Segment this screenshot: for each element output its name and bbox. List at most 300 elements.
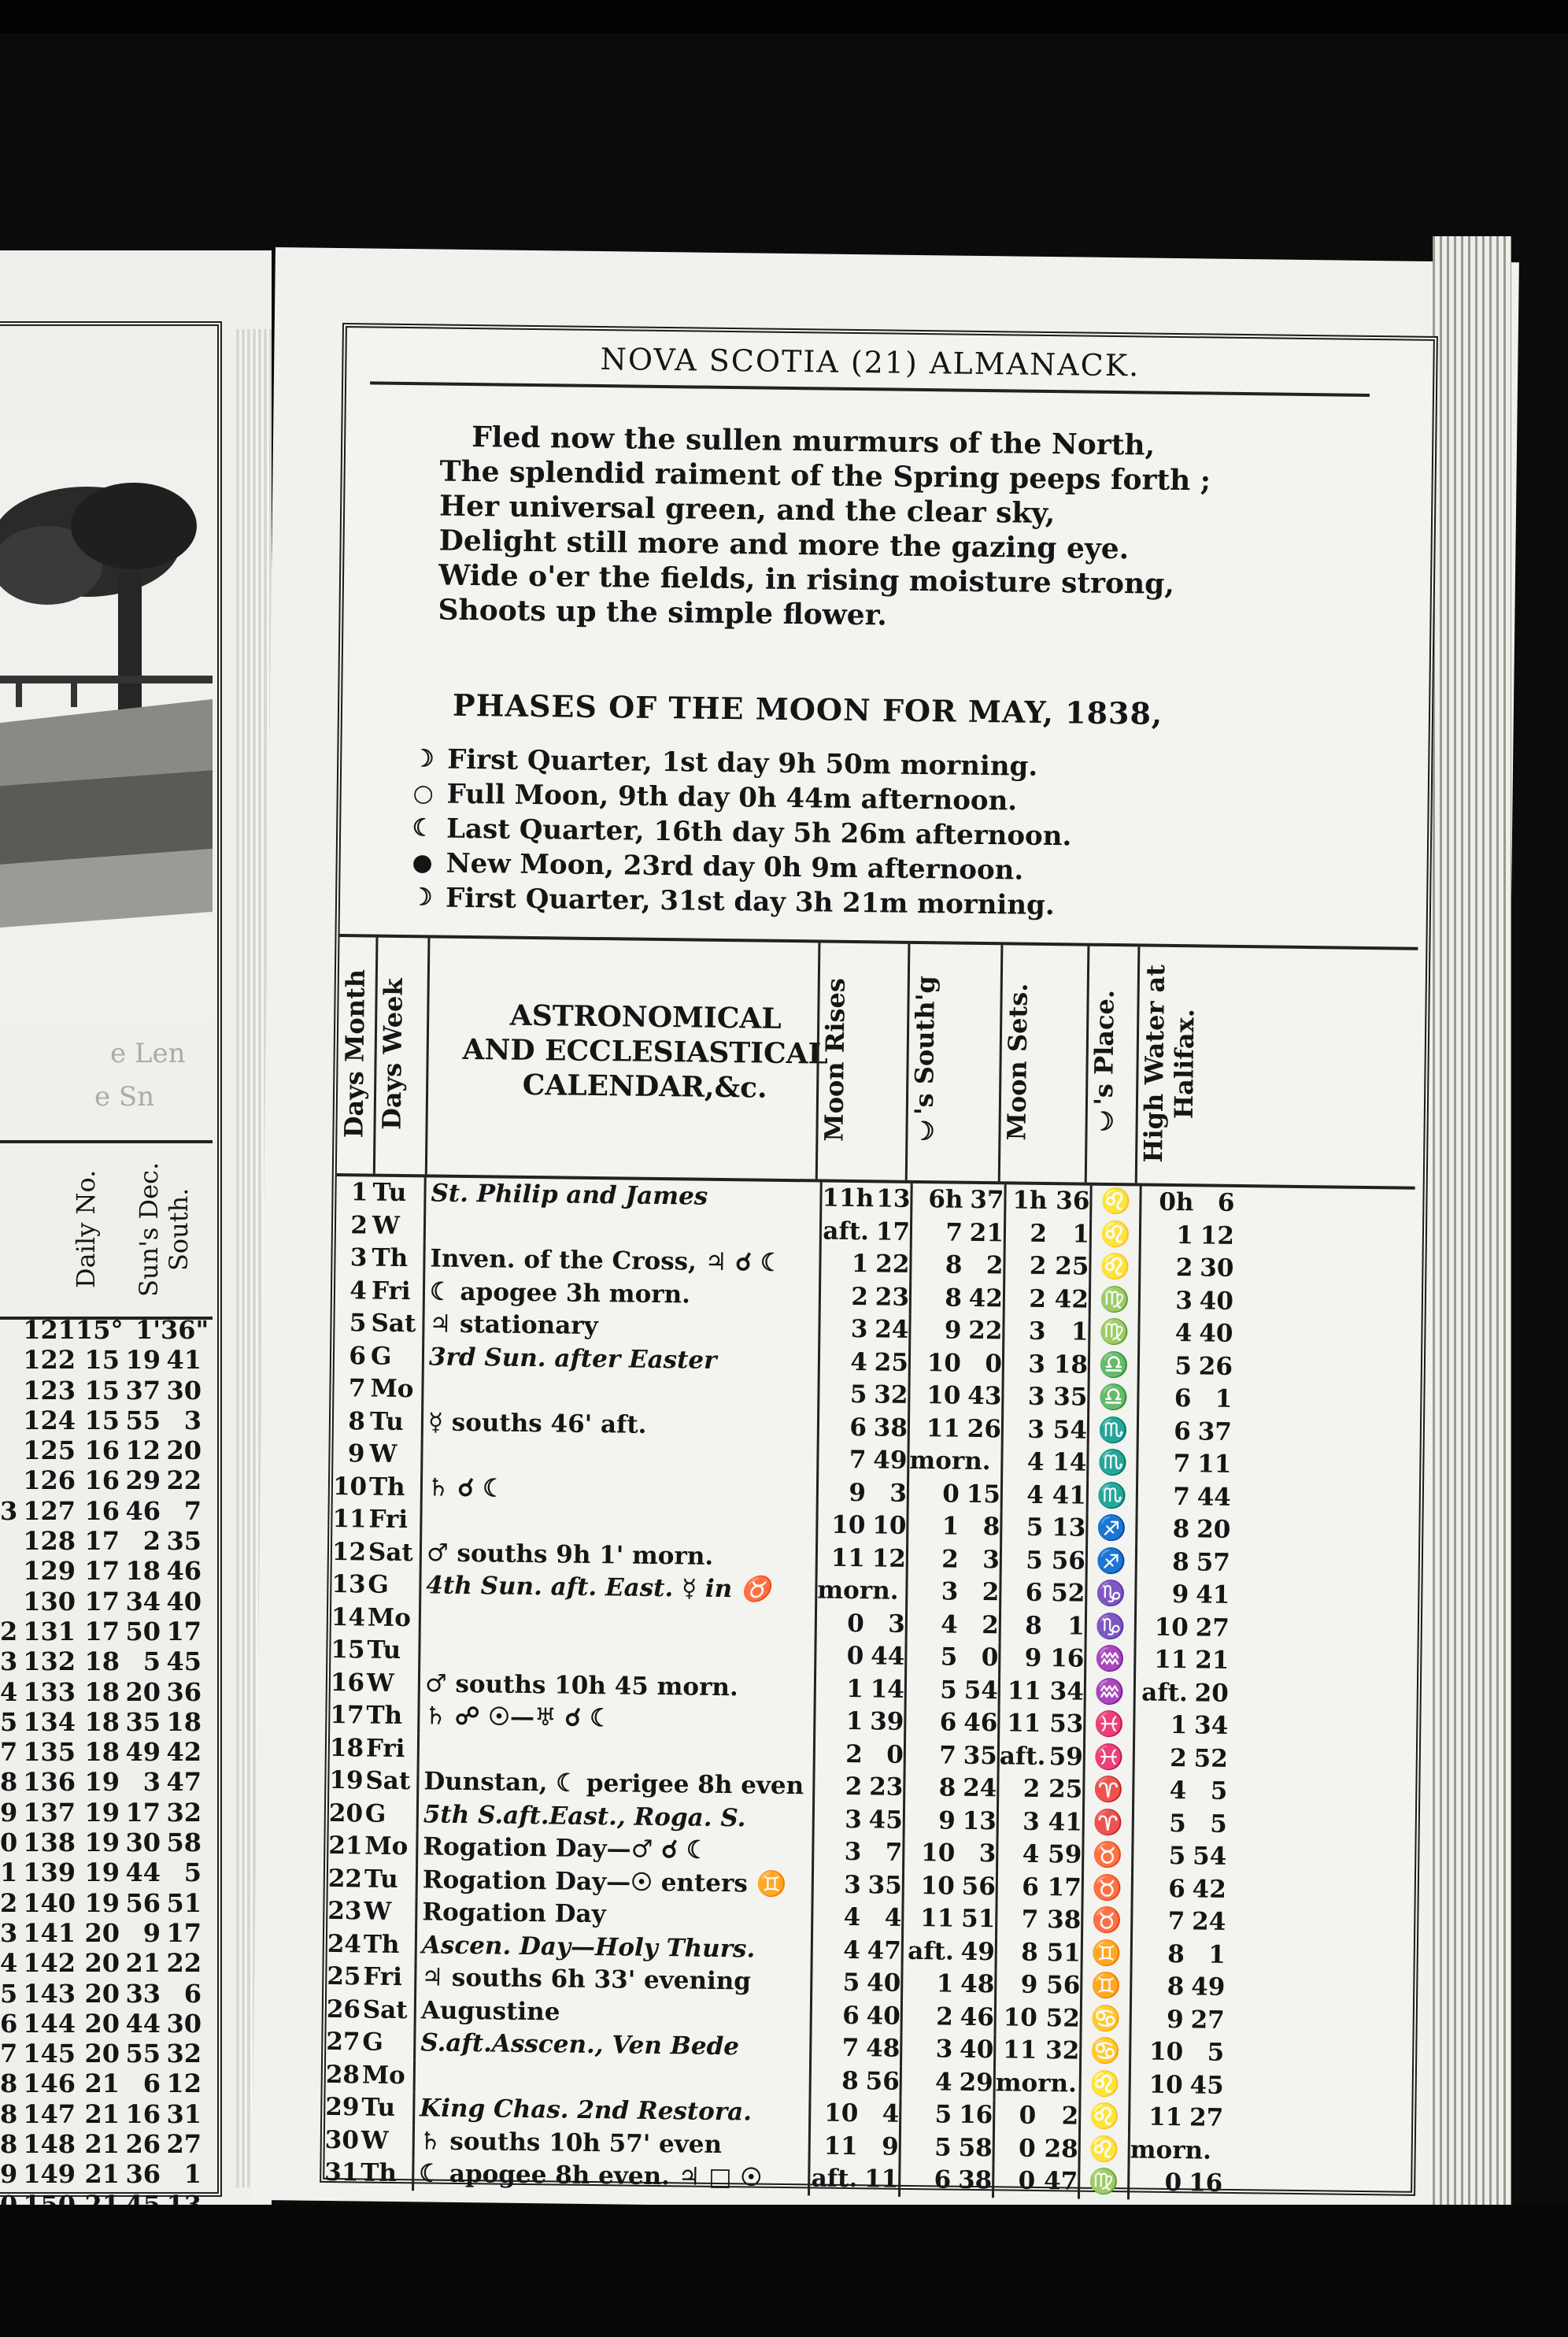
left-table-cell: 20 bbox=[84, 1948, 120, 1979]
page-edges bbox=[1433, 236, 1511, 2205]
day-of-week: Fri bbox=[365, 1734, 405, 1763]
moon-set-hour: 4 bbox=[996, 1838, 1040, 1871]
left-table-cell: 30 bbox=[166, 1375, 202, 1406]
left-table-row bbox=[0, 1617, 213, 1646]
high-water-min: 24 bbox=[1191, 1907, 1226, 1936]
moon-set-min: 2 bbox=[1061, 2102, 1079, 2131]
high-water-hour: 8 bbox=[1130, 1970, 1185, 2003]
high-water-min: 20 bbox=[1194, 1678, 1230, 1708]
left-table-cell: 1 bbox=[183, 2159, 202, 2190]
high-water-header: High Water at Halifax. bbox=[1138, 964, 1200, 1163]
left-table-row bbox=[0, 1435, 213, 1465]
moon-phases bbox=[411, 742, 1073, 923]
moon-south-hour: 8 bbox=[903, 1772, 956, 1805]
calendar-event: Rogation Day bbox=[415, 1896, 811, 1934]
bottom-dark-band bbox=[0, 2205, 1568, 2337]
moon-rise-min: 39 bbox=[869, 1707, 904, 1736]
moon-rise-hour: 1 bbox=[814, 1672, 864, 1706]
day-of-month: 16 bbox=[330, 1668, 365, 1697]
woodcut-illustration bbox=[0, 439, 213, 1022]
left-table-cell: 19 bbox=[84, 1828, 120, 1858]
calendar-event: 4th Sun. aft. East. ☿ in ♉ bbox=[419, 1569, 815, 1607]
moon-place-sign: ♊ bbox=[1080, 1970, 1130, 2003]
left-table-cell: 22 bbox=[166, 1465, 202, 1496]
left-table-row bbox=[0, 1798, 213, 1828]
moon-south-hour: 3 bbox=[900, 2033, 953, 2066]
moon-rise-hour: 2 bbox=[819, 1280, 869, 1313]
calendar-event bbox=[418, 1635, 814, 1672]
calendar-event: 3rd Sun. after Easter bbox=[422, 1341, 818, 1379]
left-table-cell: 19 bbox=[84, 1887, 120, 1918]
left-table-cell bbox=[0, 1376, 9, 1406]
day-of-week: Tu bbox=[361, 2093, 396, 2122]
moon-place-sign: ♏ bbox=[1086, 1480, 1137, 1513]
moon-place-sign: ♉ bbox=[1082, 1839, 1132, 1872]
high-water-hour: 3 bbox=[1138, 1284, 1193, 1317]
left-table-row bbox=[0, 1587, 213, 1617]
left-table-cell: 58 bbox=[166, 1828, 202, 1858]
left-table-cell: 3 bbox=[0, 1917, 18, 1948]
day-of-week: Fri bbox=[363, 1962, 403, 1992]
moon-south-min: 13 bbox=[962, 1806, 997, 1835]
left-table-cell: 146 bbox=[23, 2068, 76, 2099]
left-table-cell: 22 bbox=[166, 1948, 202, 1979]
left-table-cell: 1 bbox=[0, 1857, 18, 1888]
left-table-cell: 9 bbox=[142, 1917, 161, 1948]
day-of-week: Sat bbox=[368, 1538, 413, 1567]
high-water-min: 40 bbox=[1199, 1319, 1233, 1348]
moon-set-min: 36 bbox=[1056, 1187, 1090, 1216]
left-table-cell: 17 bbox=[166, 1917, 202, 1948]
day-of-month: 21 bbox=[328, 1831, 363, 1861]
high-water-hour: morn. bbox=[1127, 2134, 1182, 2167]
moon-rise-min: 4 bbox=[882, 2099, 900, 2128]
left-table-cell: 144 bbox=[23, 2008, 76, 2039]
left-table-row bbox=[0, 1406, 213, 1435]
left-table-cell: 132 bbox=[23, 1646, 76, 1677]
high-water-hour: 4 bbox=[1132, 1774, 1187, 1807]
left-table-cell: 21 bbox=[84, 2129, 120, 2160]
left-table-cell: 137 bbox=[23, 1797, 76, 1828]
high-water-hour: 2 bbox=[1133, 1742, 1188, 1775]
moon-south-hour: 6 bbox=[898, 2164, 952, 2197]
moon-south-min: 3 bbox=[982, 1545, 1000, 1574]
left-table-cell: 9 bbox=[0, 2159, 18, 2190]
moon-rises-header: Moon Rises bbox=[819, 977, 851, 1142]
left-table-cell: 17 bbox=[84, 1526, 120, 1557]
left-table-row bbox=[0, 1556, 213, 1586]
left-table-cell: 21 bbox=[84, 2068, 120, 2099]
left-table-cell: 9 bbox=[0, 1797, 18, 1828]
left-table-cell: 19 bbox=[84, 1857, 120, 1888]
moon-set-min: 32 bbox=[1045, 2036, 1080, 2065]
moon-south-hour: 0 bbox=[907, 1477, 960, 1510]
high-water-hour: 6 bbox=[1131, 1872, 1186, 1906]
moon-south-hour: 2 bbox=[906, 1543, 960, 1576]
poem-line: Shoots up the simple flower. bbox=[438, 593, 888, 632]
left-table-row bbox=[0, 1948, 213, 1978]
moon-rise-hour: 8 bbox=[809, 2065, 860, 2098]
moon-south-min: 2 bbox=[986, 1251, 1004, 1280]
moon-rise-hour: 2 bbox=[812, 1770, 863, 1803]
day-of-month: 11 bbox=[332, 1504, 367, 1534]
high-water-hour: 8 bbox=[1135, 1546, 1190, 1579]
left-table-row bbox=[0, 1857, 213, 1887]
moon-place-sign: ♌ bbox=[1089, 1218, 1140, 1251]
left-table-cell: 21 bbox=[84, 2159, 120, 2190]
calendar-event bbox=[420, 1504, 815, 1542]
moon-place-sign: ♋ bbox=[1079, 2035, 1130, 2068]
left-table-cell: 130 bbox=[23, 1586, 76, 1617]
left-table-row bbox=[0, 1315, 213, 1345]
high-water-min: 26 bbox=[1198, 1351, 1233, 1381]
left-table-cell: 2 bbox=[0, 1616, 18, 1646]
moon-place-sign: ♌ bbox=[1078, 2068, 1129, 2101]
left-table-cell: 3 bbox=[0, 1495, 18, 1526]
day-of-week: Fri bbox=[368, 1505, 409, 1535]
left-table-cell: 29 bbox=[125, 1465, 161, 1496]
moon-set-min: 41 bbox=[1052, 1480, 1087, 1510]
day-of-month: 31 bbox=[324, 2157, 359, 2187]
left-table-cell: 45 bbox=[166, 1646, 202, 1677]
calendar-event: ♄ souths 10h 57' even bbox=[412, 2125, 808, 2163]
moon-set-hour: 2 bbox=[1003, 1283, 1047, 1316]
moon-south-hour: 10 bbox=[908, 1380, 961, 1413]
moon-set-hour: 0 bbox=[993, 2099, 1037, 2132]
moon-rise-min: 7 bbox=[885, 1838, 903, 1867]
calendar-event: ♂ souths 10h 45 morn. bbox=[418, 1668, 814, 1706]
moon-rise-min: 45 bbox=[868, 1805, 904, 1835]
left-table-cell: 128 bbox=[23, 1526, 76, 1557]
left-table-cell: 18 bbox=[84, 1676, 120, 1707]
left-table-cell: 149 bbox=[23, 2159, 76, 2190]
moon-south-hour: 3 bbox=[905, 1576, 959, 1609]
day-of-week: G bbox=[362, 2028, 384, 2057]
moon-set-hour: 3 bbox=[1001, 1413, 1045, 1446]
moon-set-min: 25 bbox=[1048, 1775, 1083, 1804]
left-table-cell: 4 bbox=[0, 1676, 18, 1707]
moon-rise-min: 10 bbox=[872, 1511, 907, 1540]
left-table-row bbox=[0, 1979, 213, 2009]
left-table-cell: 21 bbox=[84, 2098, 120, 2129]
left-table-cell: 134 bbox=[23, 1706, 76, 1737]
moon-place-sign: ♒ bbox=[1084, 1643, 1134, 1676]
moon-set-hour: 2 bbox=[1004, 1217, 1048, 1250]
calendar-title-line: ASTRONOMICAL bbox=[509, 998, 782, 1035]
moon-set-hour: 0 bbox=[992, 2165, 1036, 2198]
moon-south-min: 0 bbox=[985, 1349, 1003, 1378]
moon-rise-hour: 6 bbox=[817, 1411, 867, 1444]
high-water-min bbox=[1182, 2135, 1223, 2168]
moon-rise-min: 40 bbox=[866, 2001, 901, 2031]
left-table-cell: 12 bbox=[125, 1435, 161, 1466]
left-table-cell: 133 bbox=[23, 1676, 76, 1707]
day-of-week: Mo bbox=[370, 1374, 414, 1404]
moon-rise-min: 3 bbox=[888, 1609, 906, 1639]
left-table-cell: 18 bbox=[84, 1706, 120, 1737]
left-table-cell: 46 bbox=[166, 1556, 202, 1587]
moon-south-min: 2 bbox=[982, 1610, 1000, 1639]
calendar-event: ♄ ☌ ☾ bbox=[420, 1472, 816, 1509]
left-table-cell: 18 bbox=[84, 1646, 120, 1677]
left-table-cell: 17 bbox=[125, 1797, 161, 1828]
moon-set-min: 1 bbox=[1072, 1219, 1090, 1249]
moon-south-hour: 10 bbox=[902, 1869, 956, 1902]
moon-south-min: 48 bbox=[960, 1969, 995, 1999]
moon-set-min: 28 bbox=[1044, 2134, 1078, 2164]
moon-south-min: 42 bbox=[968, 1283, 1004, 1313]
day-of-month: 2 bbox=[350, 1210, 368, 1239]
high-water-hour: aft. bbox=[1133, 1676, 1189, 1709]
left-table-cell: 125 bbox=[23, 1435, 76, 1466]
moon-place-sign: ♓ bbox=[1083, 1709, 1133, 1742]
day-of-week: Mo bbox=[361, 2060, 406, 2090]
left-table-cell: 6 bbox=[142, 2068, 161, 2099]
moon-place-sign: ♍ bbox=[1078, 2166, 1128, 2199]
calendar-event: Rogation Day—♂ ☌ ☾ bbox=[416, 1831, 812, 1868]
left-ghost-text-2: e Sn bbox=[94, 1081, 155, 1113]
moon-set-min: 25 bbox=[1055, 1252, 1089, 1281]
moon-south-min: 29 bbox=[959, 2068, 993, 2097]
left-table-cell: 20 bbox=[84, 1978, 120, 2009]
day-of-month: 24 bbox=[327, 1929, 362, 1958]
calendar-title bbox=[456, 998, 835, 1106]
left-table-cell: 136 bbox=[23, 1767, 76, 1798]
left-table-cell: 16 bbox=[84, 1465, 120, 1496]
suns-dec-header: Sun's Dec. South. bbox=[134, 1161, 194, 1297]
left-table-cell: 126 bbox=[23, 1465, 76, 1496]
left-table-cell: 19 bbox=[84, 1797, 120, 1828]
moon-south-min: 58 bbox=[958, 2133, 993, 2162]
left-table-cell bbox=[0, 1556, 9, 1586]
moon-rise-hour: 6 bbox=[810, 1999, 860, 2032]
calendar-event: ☾ apogee 3h morn. bbox=[423, 1276, 819, 1313]
moon-place-sign: ♌ bbox=[1078, 2133, 1128, 2166]
moon-rise-min: 44 bbox=[871, 1642, 905, 1671]
moon-rise-min: 17 bbox=[875, 1217, 911, 1246]
left-table-cell: 47 bbox=[166, 1767, 202, 1798]
moon-place-sign: ♈ bbox=[1082, 1774, 1133, 1807]
left-table-row bbox=[0, 2159, 213, 2189]
moon-rise-min: 13 bbox=[876, 1184, 911, 1213]
left-table-cell: 140 bbox=[23, 1887, 76, 1918]
day-of-week: W bbox=[361, 2125, 389, 2155]
left-table-cell: 34 bbox=[125, 1586, 161, 1617]
moon-rise-hour: 4 bbox=[811, 1901, 861, 1934]
day-of-week: Th bbox=[372, 1243, 409, 1273]
day-of-month: 19 bbox=[329, 1765, 364, 1795]
high-water-hour: 0h bbox=[1139, 1186, 1194, 1219]
moon-set-hour: 10 bbox=[994, 2002, 1038, 2035]
high-water-hour: 0 bbox=[1127, 2166, 1182, 2199]
high-water-min: 30 bbox=[1200, 1254, 1234, 1283]
left-table-row bbox=[0, 1737, 213, 1767]
left-table-cell: 42 bbox=[166, 1737, 202, 1768]
high-water-hour: 7 bbox=[1136, 1480, 1191, 1513]
calendar-event: ☿ souths 46' aft. bbox=[421, 1406, 817, 1444]
moon-set-hour: 4 bbox=[1000, 1479, 1045, 1512]
day-of-week: Sat bbox=[362, 1994, 408, 2024]
moon-place-sign: ♌ bbox=[1078, 2101, 1129, 2134]
day-of-week: Fri bbox=[371, 1276, 411, 1306]
left-table-row bbox=[0, 2099, 213, 2129]
moon-place-sign: ♍ bbox=[1088, 1317, 1138, 1350]
high-water-min: 34 bbox=[1193, 1711, 1229, 1740]
left-table-cell: 3 bbox=[183, 1405, 202, 1435]
left-table-cell: 16 bbox=[84, 1435, 120, 1466]
day-of-month: 5 bbox=[349, 1309, 367, 1338]
moon-set-min: 1 bbox=[1071, 1317, 1089, 1346]
left-table-row bbox=[0, 1465, 213, 1495]
high-water-hour: 6 bbox=[1137, 1382, 1192, 1415]
high-water-hour: 8 bbox=[1130, 1938, 1185, 1971]
moon-rise-hour: 3 bbox=[812, 1835, 862, 1868]
daily-no-header: Daily No. bbox=[71, 1169, 101, 1289]
high-water-min: 27 bbox=[1195, 1613, 1230, 1643]
moon-south-min: 2 bbox=[982, 1578, 1000, 1607]
phase-text: Last Quarter, 16th day 5h 26m afternoon. bbox=[446, 813, 1072, 853]
high-water-min: 54 bbox=[1192, 1842, 1227, 1871]
moon-rise-hour: 10 bbox=[815, 1509, 866, 1542]
moon-south-hour: 10 bbox=[902, 1837, 956, 1870]
moon-set-min: 59 bbox=[1048, 1742, 1084, 1772]
left-table-cell: 20 bbox=[84, 2039, 120, 2069]
moon-south-min: 8 bbox=[982, 1513, 1000, 1542]
moon-set-min: 38 bbox=[1046, 1906, 1082, 1935]
left-table-cell: 142 bbox=[23, 1948, 76, 1979]
moon-rise-min: 14 bbox=[870, 1674, 905, 1704]
moon-south-min: 49 bbox=[960, 1937, 996, 1966]
high-water-hour: 2 bbox=[1138, 1251, 1193, 1284]
high-water-min: 1 bbox=[1207, 1940, 1226, 1969]
moon-first-quarter-icon: ☽ bbox=[411, 883, 433, 912]
phase-text: Full Moon, 9th day 0h 44m afternoon. bbox=[446, 778, 1018, 817]
moon-south-min: 21 bbox=[969, 1218, 1004, 1247]
left-table-cell: 55 bbox=[125, 2039, 161, 2069]
moon-south-hour: 11 bbox=[901, 1902, 955, 1935]
day-of-week: Sat bbox=[365, 1766, 411, 1796]
high-water-min: 57 bbox=[1196, 1547, 1231, 1577]
left-table-cell: 145 bbox=[23, 2039, 76, 2069]
left-table-cell: 127 bbox=[23, 1495, 76, 1526]
phase-text: First Quarter, 31st day 3h 21m morning. bbox=[445, 882, 1055, 922]
moon-rise-hour: 1 bbox=[813, 1705, 864, 1738]
moon-south-min: 35 bbox=[963, 1741, 998, 1770]
day-of-month: 1 bbox=[350, 1178, 368, 1207]
moon-south-min: 46 bbox=[960, 2002, 994, 2031]
high-water-min: 5 bbox=[1209, 1809, 1228, 1839]
moon-rise-hour: aft. bbox=[819, 1215, 870, 1248]
moon-rise-min: 56 bbox=[865, 2066, 900, 2096]
left-table-cell: 21 bbox=[125, 1948, 161, 1979]
moon-set-min: 16 bbox=[1049, 1644, 1085, 1673]
high-water-hour: 9 bbox=[1129, 2003, 1184, 2036]
high-water-min: 27 bbox=[1190, 2005, 1225, 2035]
moon-set-hour: aft. bbox=[997, 1740, 1041, 1773]
day-of-month: 7 bbox=[348, 1374, 366, 1403]
left-table-cell: 7 bbox=[0, 1737, 18, 1768]
moon-set-min: 41 bbox=[1048, 1807, 1083, 1837]
left-table-body bbox=[0, 1315, 213, 2250]
moon-set-hour: 0 bbox=[992, 2132, 1036, 2165]
moon-south-min bbox=[960, 1446, 1001, 1479]
moon-souths-header: ☾'s South'g bbox=[908, 976, 941, 1146]
day-of-month: 20 bbox=[328, 1798, 364, 1828]
moon-rise-hour: 7 bbox=[809, 2031, 860, 2065]
left-table-cell: 17 bbox=[166, 1616, 202, 1646]
left-table-cell: 30 bbox=[125, 1828, 161, 1858]
moon-set-min: 56 bbox=[1051, 1546, 1086, 1576]
left-table-cell: 44 bbox=[125, 1857, 161, 1888]
high-water-min: 42 bbox=[1192, 1874, 1226, 1904]
high-water-min: 21 bbox=[1194, 1646, 1230, 1675]
left-table-cell: 46 bbox=[125, 1495, 161, 1526]
moon-place-sign: ♌ bbox=[1089, 1251, 1139, 1284]
almanac-frame bbox=[320, 323, 1438, 2196]
left-table-cell: 5 bbox=[0, 1978, 18, 2009]
left-table-cell: 123 bbox=[23, 1375, 76, 1406]
moon-set-hour: 2 bbox=[997, 1772, 1041, 1806]
moon-set-hour: 8 bbox=[995, 1936, 1039, 1969]
left-table-cell: 8 bbox=[0, 2129, 18, 2160]
day-of-week: Mo bbox=[367, 1603, 412, 1632]
moon-south-hour: 11 bbox=[908, 1412, 961, 1445]
moon-rise-hour: 1 bbox=[819, 1247, 869, 1280]
left-table-cell: 0 bbox=[0, 1828, 18, 1858]
day-of-week: Tu bbox=[364, 1864, 398, 1894]
left-table-cell: 12 bbox=[166, 2068, 202, 2099]
high-water-min: 11 bbox=[1197, 1450, 1232, 1479]
moon-rise-min: 32 bbox=[874, 1380, 908, 1409]
left-table-cell: 32 bbox=[166, 2039, 202, 2069]
moon-rise-hour: 9 bbox=[816, 1476, 867, 1509]
day-of-week: W bbox=[372, 1211, 401, 1240]
left-table-cell: 129 bbox=[23, 1556, 76, 1587]
high-water-min: 6 bbox=[1217, 1188, 1235, 1217]
moon-rise-min bbox=[864, 1575, 906, 1608]
left-table-cell: 33 bbox=[125, 1978, 161, 2009]
left-table-cell: 18 bbox=[84, 1737, 120, 1768]
left-table-cell: 40 bbox=[166, 1586, 202, 1617]
moon-south-hour: aft. bbox=[901, 1935, 955, 1968]
left-table-row bbox=[0, 1646, 213, 1676]
left-table-cell: 5 bbox=[183, 1857, 202, 1888]
left-table-cell: 51 bbox=[166, 1887, 202, 1918]
calendar-event: ☾ apogee 8h even. ♃ □ ☉ bbox=[412, 2157, 808, 2195]
left-table-cell: 16 bbox=[84, 1495, 120, 1526]
left-table-row bbox=[0, 2039, 213, 2068]
left-page bbox=[0, 250, 272, 2206]
moon-rise-hour: 0 bbox=[814, 1639, 864, 1672]
day-of-week: Tu bbox=[372, 1178, 407, 1208]
moon-south-hour: 5 bbox=[899, 2098, 952, 2131]
left-table-cell bbox=[0, 1526, 9, 1556]
high-water-hour: 5 bbox=[1131, 1839, 1186, 1872]
left-table-cell: 141 bbox=[23, 1917, 76, 1948]
moon-south-hour: 10 bbox=[908, 1346, 962, 1380]
moon-south-min: 22 bbox=[968, 1316, 1003, 1346]
left-table-cell: 5 bbox=[0, 1706, 18, 1737]
day-of-month: 28 bbox=[325, 2060, 361, 2089]
high-water-hour: 10 bbox=[1134, 1611, 1189, 1644]
left-table-cell bbox=[0, 1465, 9, 1495]
left-table-cell: 55 bbox=[125, 1405, 161, 1435]
left-table-row bbox=[0, 2068, 213, 2098]
moon-place-header: ☾'s Place. bbox=[1088, 990, 1120, 1136]
calendar-event: ♄ ☍ ☉—♅ ☌ ☾ bbox=[417, 1700, 813, 1738]
moon-rise-hour: 0 bbox=[815, 1607, 865, 1640]
moon-set-min: 54 bbox=[1052, 1415, 1088, 1445]
